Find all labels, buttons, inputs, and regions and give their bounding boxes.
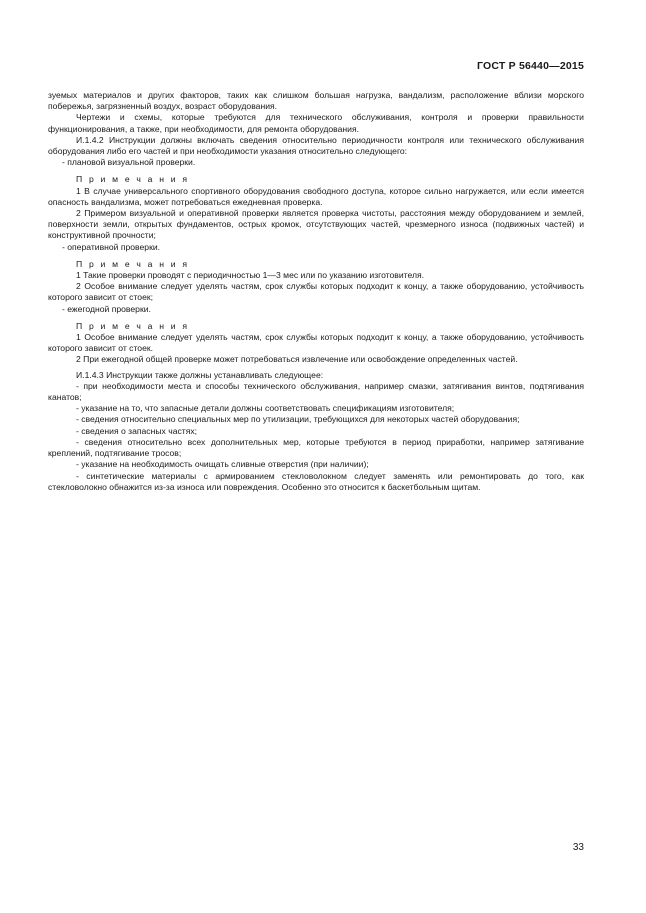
note-item: 2 Примером визуальной и оперативной проверки является проверка чистоты, расстояния между оборудованием и землей, поверхности земли, открытых фундаментов, острых кромок, отсутствующих частей, чрезмерного износа (подвижных частей) и конструктивной прочности; — [48, 208, 584, 241]
notes-heading: П р и м е ч а н и я — [76, 174, 190, 185]
list-item-annual-check: - ежегодной проверки. — [62, 303, 151, 314]
clause-i-1-4-3: И.1.4.3 Инструкции также должны устанавливать следующее: — [76, 369, 324, 380]
clause-i-1-4-2: И.1.4.2 Инструкции должны включать сведения относительно периодичности контроля или технического обслуживания оборудования либо его частей и при необходимости указания относительно следующего: — [48, 134, 584, 157]
note-item: 1 Такие проверки проводят с периодичностью 1—3 мес или по указанию изготовителя. — [76, 270, 425, 281]
list-item: - указание на то, что запасные детали должны соответствовать спецификациям изготовителя; — [76, 403, 455, 414]
list-item-operational-check: - оперативной проверки. — [62, 241, 161, 252]
list-item: - сведения о запасных частях; — [76, 425, 198, 436]
standard-header: ГОСТ Р 56440—2015 — [476, 60, 584, 72]
note-item: 1 Особое внимание следует уделять частям, срок службы которых подходит к концу, а также оборудованию, устойчивость которого зависит от стоек. — [48, 332, 584, 354]
paragraph-continuation: зуемых материалов и других факторов, таких как слишком большая нагрузка, вандализм, расположение вблизи морского побережья, загрязненный воздух, возраст оборудования. — [48, 90, 584, 112]
paragraph-drawings: Чертежи и схемы, которые требуются для технического обслуживания, контроля и проверки правильности функционирования, а также, при необходимости, для ремонта оборудования. — [48, 112, 584, 134]
note-item: 1 В случае универсального спортивного оборудования свободного доступа, которое сильно нагружается, или если имеется опасность вандализма, может потребоваться ежедневная проверка. — [48, 185, 584, 207]
list-item: - при необходимости места и способы технического обслуживания, например смазки, затягивания винтов, подтягивания канатов; — [48, 380, 584, 403]
document-body — [48, 90, 584, 493]
note-item: 2 При ежегодной общей проверке может потребоваться извлечение или освобождение определенных частей. — [76, 354, 518, 365]
page-number: 33 — [572, 842, 584, 853]
list-item: - сведения относительно специальных мер по утилизации, требующихся для некоторых частей оборудования; — [76, 414, 520, 425]
notes-heading: П р и м е ч а н и я — [76, 258, 190, 269]
note-item: 2 Особое внимание следует уделять частям, срок службы которых подходит к концу, а также оборудованию, устойчивость которого зависит от стоек; — [48, 281, 584, 303]
list-item-visual-check: - плановой визуальной проверки. — [62, 157, 196, 168]
list-item: - синтетические материалы с армированием стекловолокном следует заменять или ремонтировать до того, как стекловолокно обнажится из-за износа или повреждения. Особенно это относится к баскетбольным щитам. — [48, 470, 584, 492]
list-item: - сведения относительно всех дополнительных мер, которые требуются в период приработки, например затягивание креплений, подтягивание тросов; — [48, 436, 584, 459]
notes-heading: П р и м е ч а н и я — [76, 320, 190, 331]
list-item: - указание на необходимость очищать сливные отверстия (при наличии); — [76, 459, 369, 470]
